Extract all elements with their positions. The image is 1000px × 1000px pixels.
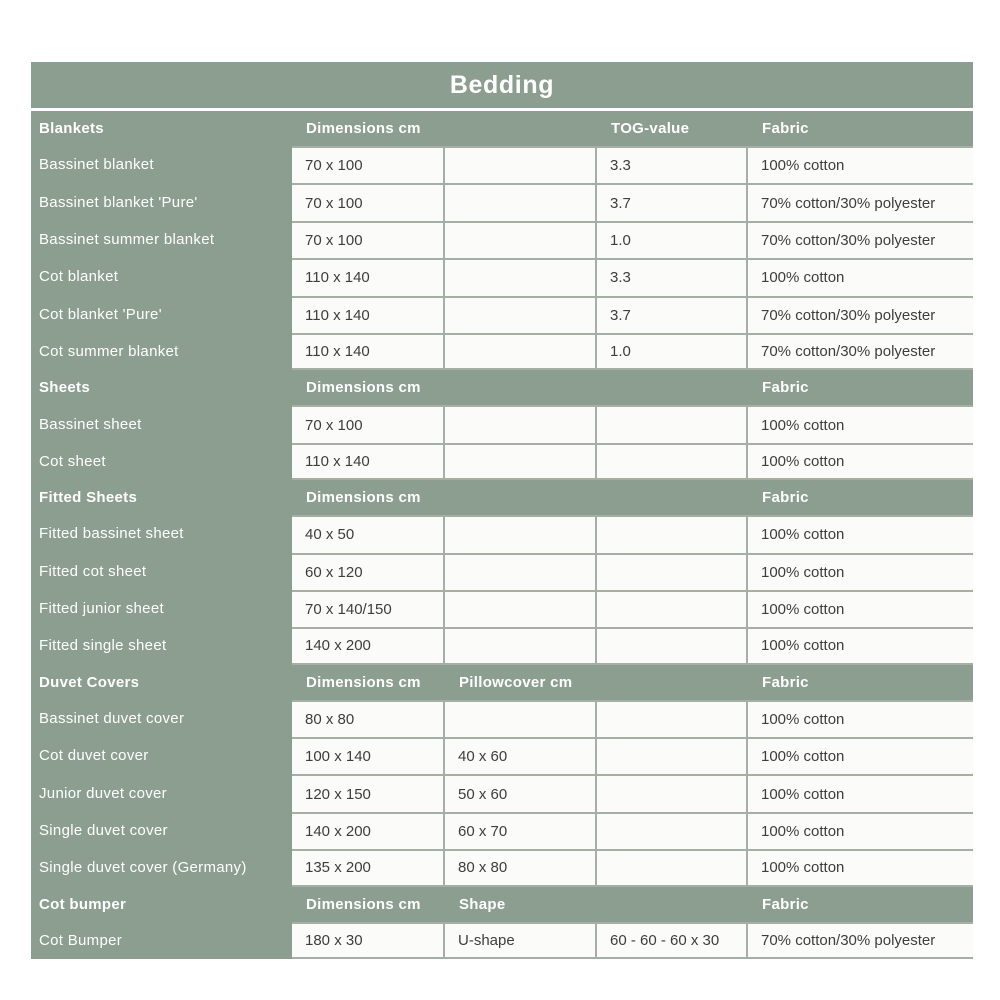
middle-cell [445, 592, 595, 627]
table-row [31, 183, 973, 220]
row-label: Cot duvet cover [39, 747, 149, 765]
section-header-row [31, 370, 973, 405]
row-label: Cot blanket [39, 268, 119, 286]
row-label: Bassinet blanket [39, 156, 154, 174]
row-cells [292, 700, 973, 737]
table-row [31, 333, 973, 370]
page-title: Bedding [449, 70, 555, 99]
middle-cell [445, 445, 595, 478]
middle-cell: U-shape [445, 924, 595, 957]
extra-cell: 3.3 [597, 260, 746, 295]
column-header-middle: Shape [459, 895, 506, 913]
extra-cell: 1.0 [597, 223, 746, 258]
section-header-row [31, 887, 973, 922]
row-cells [292, 774, 973, 811]
extra-cell [597, 517, 746, 552]
table-row [31, 849, 973, 886]
row-cells [292, 553, 973, 590]
extra-cell [597, 702, 746, 737]
row-label: Fitted cot sheet [39, 562, 147, 580]
row-cells [292, 146, 973, 183]
bedding-size-table [31, 62, 973, 959]
row-label: Fitted bassinet sheet [39, 525, 184, 543]
column-header-fabric: Fabric [762, 379, 809, 397]
fabric-cell: 70% cotton/30% polyester [748, 924, 973, 957]
fabric-cell: 100% cotton [748, 739, 973, 774]
fabric-cell: 100% cotton [748, 592, 973, 627]
row-label: Junior duvet cover [39, 784, 167, 802]
middle-cell [445, 702, 595, 737]
title-band [31, 62, 973, 108]
row-label: Single duvet cover [39, 822, 168, 840]
fabric-cell: 100% cotton [748, 702, 973, 737]
section-title: Sheets [39, 379, 90, 397]
row-cells [292, 737, 973, 774]
dimensions-cell: 70 x 140/150 [292, 592, 443, 627]
dimensions-cell: 60 x 120 [292, 555, 443, 590]
middle-cell [445, 223, 595, 258]
column-header-dimensions: Dimensions cm [306, 489, 421, 507]
row-cells [292, 443, 973, 480]
column-header-dimensions: Dimensions cm [306, 120, 421, 137]
column-header-dimensions: Dimensions cm [306, 673, 421, 691]
fabric-cell: 100% cotton [748, 555, 973, 590]
dimensions-cell: 70 x 100 [292, 185, 443, 220]
table-row [31, 258, 973, 295]
extra-cell [597, 739, 746, 774]
middle-cell: 80 x 80 [445, 851, 595, 884]
table-row [31, 221, 973, 258]
table-row [31, 812, 973, 849]
table-row [31, 737, 973, 774]
section-title: Blankets [39, 120, 104, 137]
row-label: Fitted junior sheet [39, 600, 164, 618]
table-row [31, 590, 973, 627]
table-sections [31, 111, 973, 959]
middle-cell [445, 629, 595, 662]
row-label: Bassinet summer blanket [39, 230, 215, 248]
row-cells [292, 183, 973, 220]
dimensions-cell: 180 x 30 [292, 924, 443, 957]
table-row [31, 700, 973, 737]
dimensions-cell: 70 x 100 [292, 223, 443, 258]
row-label: Bassinet duvet cover [39, 709, 185, 727]
row-label: Bassinet blanket 'Pure' [39, 193, 198, 211]
dimensions-cell: 120 x 150 [292, 776, 443, 811]
fabric-cell: 100% cotton [748, 851, 973, 884]
middle-cell: 60 x 70 [445, 814, 595, 849]
extra-cell: 3.3 [597, 148, 746, 183]
fabric-cell: 100% cotton [748, 260, 973, 295]
fabric-cell: 100% cotton [748, 407, 973, 442]
row-label: Single duvet cover (Germany) [39, 859, 247, 877]
fabric-cell: 100% cotton [748, 148, 973, 183]
extra-cell [597, 407, 746, 442]
table-row [31, 922, 973, 959]
column-header-fabric: Fabric [762, 489, 809, 507]
middle-cell: 50 x 60 [445, 776, 595, 811]
extra-cell [597, 851, 746, 884]
table-row [31, 774, 973, 811]
section-duvet-covers [31, 665, 973, 887]
row-label: Cot blanket 'Pure' [39, 305, 162, 323]
section-header-row [31, 480, 973, 515]
section-fitted-sheets [31, 480, 973, 665]
table-row [31, 296, 973, 333]
dimensions-cell: 140 x 200 [292, 629, 443, 662]
fabric-cell: 70% cotton/30% polyester [748, 298, 973, 333]
extra-cell: 3.7 [597, 298, 746, 333]
dimensions-cell: 80 x 80 [292, 702, 443, 737]
fabric-cell: 70% cotton/30% polyester [748, 335, 973, 368]
fabric-cell: 70% cotton/30% polyester [748, 185, 973, 220]
table-row [31, 405, 973, 442]
fabric-cell: 100% cotton [748, 629, 973, 662]
table-row [31, 553, 973, 590]
row-cells [292, 333, 973, 370]
middle-cell: 40 x 60 [445, 739, 595, 774]
extra-cell [597, 776, 746, 811]
extra-cell [597, 445, 746, 478]
fabric-cell: 70% cotton/30% polyester [748, 223, 973, 258]
section-title: Duvet Covers [39, 673, 140, 691]
fabric-cell: 100% cotton [748, 814, 973, 849]
column-header-middle: Pillowcover cm [459, 673, 573, 691]
extra-cell [597, 592, 746, 627]
row-label: Cot summer blanket [39, 343, 179, 361]
extra-cell [597, 629, 746, 662]
middle-cell [445, 335, 595, 368]
dimensions-cell: 110 x 140 [292, 298, 443, 333]
section-title: Cot bumper [39, 895, 127, 913]
table-row [31, 627, 973, 664]
column-header-fabric: Fabric [762, 895, 809, 913]
column-header-extra: TOG-value [611, 120, 690, 137]
dimensions-cell: 100 x 140 [292, 739, 443, 774]
middle-cell [445, 407, 595, 442]
section-sheets [31, 370, 973, 480]
row-cells [292, 296, 973, 333]
dimensions-cell: 135 x 200 [292, 851, 443, 884]
extra-cell [597, 555, 746, 590]
row-cells [292, 515, 973, 552]
extra-cell [597, 814, 746, 849]
dimensions-cell: 110 x 140 [292, 260, 443, 295]
row-cells [292, 922, 973, 959]
row-cells [292, 221, 973, 258]
middle-cell [445, 555, 595, 590]
dimensions-cell: 70 x 100 [292, 148, 443, 183]
table-row [31, 515, 973, 552]
dimensions-cell: 110 x 140 [292, 445, 443, 478]
row-cells [292, 849, 973, 886]
middle-cell [445, 298, 595, 333]
section-header-row [31, 665, 973, 700]
dimensions-cell: 40 x 50 [292, 517, 443, 552]
middle-cell [445, 260, 595, 295]
column-header-dimensions: Dimensions cm [306, 379, 421, 397]
dimensions-cell: 70 x 100 [292, 407, 443, 442]
table-row [31, 443, 973, 480]
extra-cell: 1.0 [597, 335, 746, 368]
column-header-fabric: Fabric [762, 673, 809, 691]
row-cells [292, 405, 973, 442]
section-blankets [31, 111, 973, 370]
middle-cell [445, 517, 595, 552]
section-header-row [31, 111, 973, 146]
row-label: Cot Bumper [39, 931, 123, 949]
row-label: Bassinet sheet [39, 415, 142, 433]
row-label: Cot sheet [39, 452, 106, 470]
table-row [31, 146, 973, 183]
fabric-cell: 100% cotton [748, 517, 973, 552]
extra-cell: 3.7 [597, 185, 746, 220]
row-cells [292, 590, 973, 627]
row-label: Fitted single sheet [39, 637, 167, 655]
section-title: Fitted Sheets [39, 489, 138, 507]
column-header-dimensions: Dimensions cm [306, 895, 421, 913]
middle-cell [445, 185, 595, 220]
dimensions-cell: 140 x 200 [292, 814, 443, 849]
row-cells [292, 258, 973, 295]
fabric-cell: 100% cotton [748, 776, 973, 811]
fabric-cell: 100% cotton [748, 445, 973, 478]
middle-cell [445, 148, 595, 183]
row-cells [292, 627, 973, 664]
dimensions-cell: 110 x 140 [292, 335, 443, 368]
extra-cell: 60 - 60 - 60 x 30 [597, 924, 746, 957]
row-cells [292, 812, 973, 849]
column-header-fabric: Fabric [762, 120, 809, 137]
section-cot-bumper [31, 887, 973, 959]
